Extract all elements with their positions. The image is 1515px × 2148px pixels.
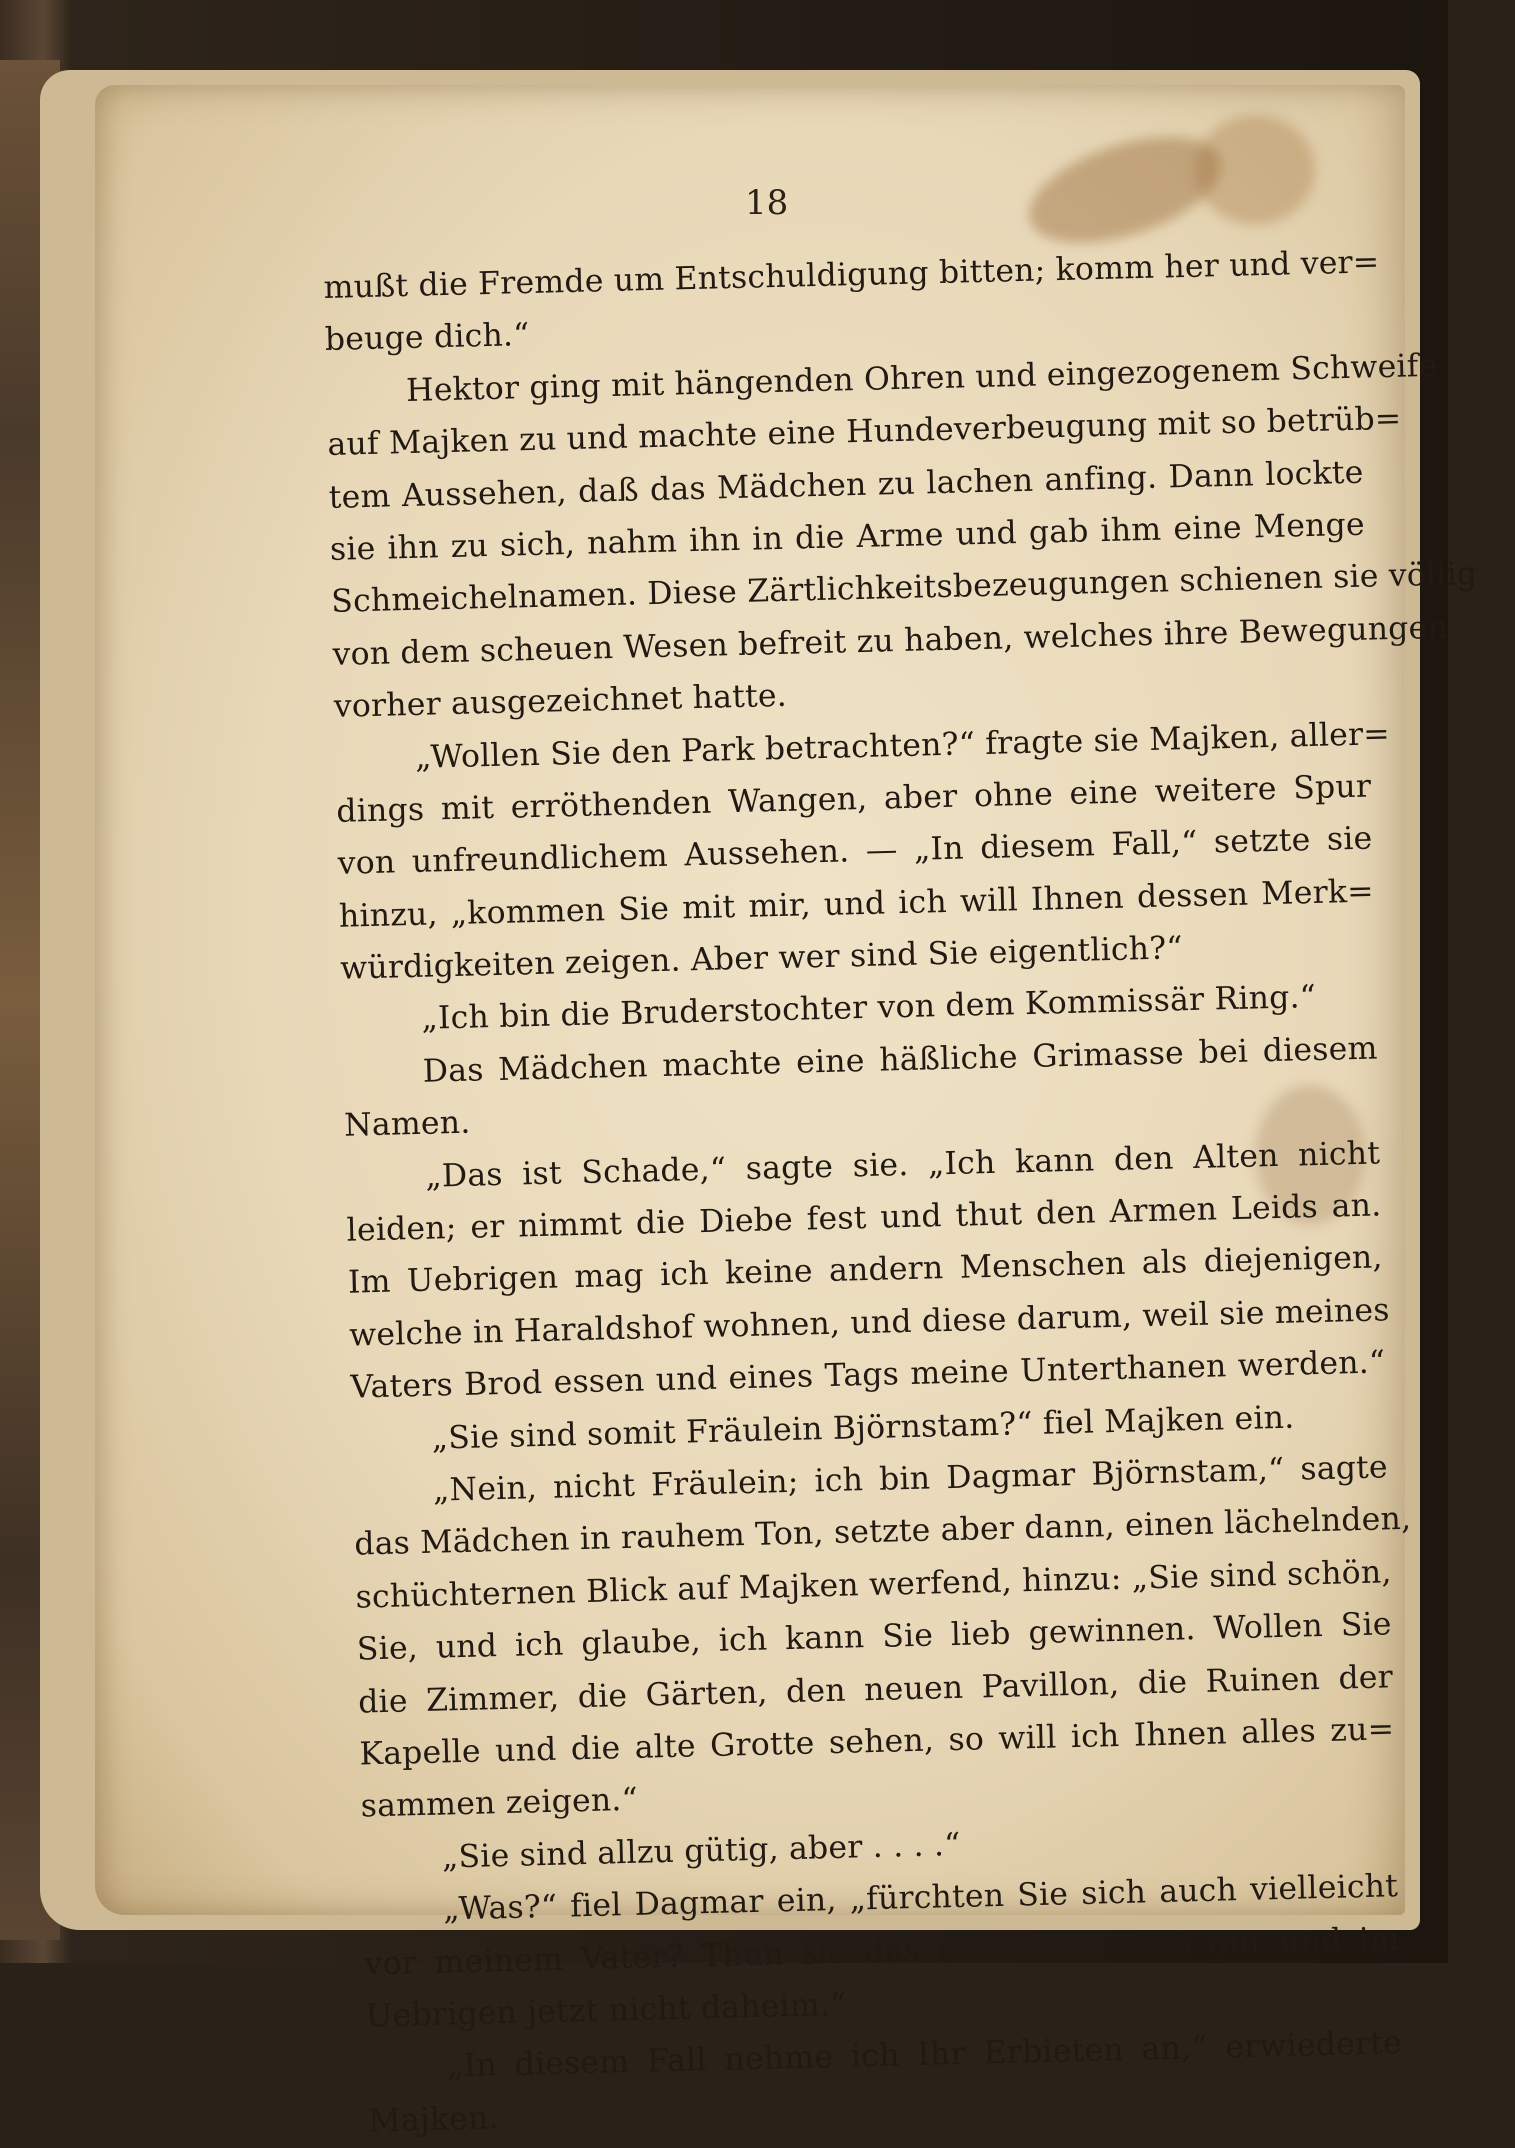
text-line: „Wollen Sie den Park betrachten?“ fragte sie Majken, aller= [414,715,1391,776]
text-line: leiden; er nimmt die Diebe fest und thut den Armen Leids an. [346,1187,1382,1249]
text-line: welche in Haraldshof wohnen, und diese darum, weil sie meines [348,1292,1391,1354]
text-line: Im Uebrigen mag ich keine andern Menschen als diejenigen, [347,1239,1384,1302]
text-line: von unfreundlichem Aussehen. — „In diesem Fall,“ setzte sie [337,820,1373,883]
text-line: sammen zeigen.“ [360,1782,639,1825]
text-line: die Zimmer, die Gärten, den neuen Pavillon, die Ruinen der [357,1658,1394,1721]
text-line: Vaters Brod essen und eines Tags meine Unterthanen werden.“ [350,1344,1386,1406]
text-line: „Das ist Schade,“ sagte sie. „Ich kann den Alten nicht [424,1135,1381,1195]
text-line: vor meinem Vater? Thun sie das nicht, er ist so gut und im [364,1920,1400,1982]
water-stain [1195,115,1315,225]
text-line: von dem scheuen Wesen befreit zu haben, welches ihre Bewegungen [332,609,1449,673]
text-line: „In diesem Fall nehme ich Ihr Erbieten an,“ erwiederte [446,2025,1403,2085]
text-line: Kapelle und die alte Grotte sehen, so will ich Ihnen alles zu= [359,1711,1395,1773]
text-line: „Sie sind allzu gütig, aber . . . .“ [441,1826,961,1876]
text-line: Sie, und ich glaube, ich kann Sie lieb gewinnen. Wollen Sie [356,1606,1393,1668]
text-line: tem Aussehen, daß das Mädchen zu lachen anfing. Dann lockte [328,454,1364,516]
text-line: sie ihn zu sich, nahm ihn in die Arme und gab ihm eine Menge [329,506,1366,568]
page-number: 18 [745,183,789,223]
text-line: vorher ausgezeichnet hatte. [333,677,788,725]
text-line: Namen. [343,1104,471,1144]
text-line: hinzu, „kommen Sie mit mir, und ich will Ihnen dessen Merk= [338,873,1375,935]
text-line: „Nein, nicht Fräulein; ich bin Dagmar Björnstam,“ sagte [432,1449,1389,1509]
text-line: Das Mädchen machte eine häßliche Grimasse bei diesem [422,1030,1378,1090]
text-line: beuge dich.“ [324,317,530,359]
text-line: schüchternen Blick auf Majken werfend, hinzu: „Sie sind schön, [355,1554,1392,1616]
text-line: Uebrigen jetzt nicht daheim.“ [365,1986,847,2035]
text-line: dings mit erröthenden Wangen, aber ohne eine weitere Spur [335,768,1372,830]
text-line: Majken. [367,2099,500,2140]
text-line: „Was?“ fiel Dagmar ein, „fürchten Sie sich auch vielleicht [442,1868,1399,1928]
text-line: das Mädchen in rauhem Ton, setzte aber dann, einen lächelnden, [353,1501,1412,1563]
text-line: mußt die Fremde um Entschuldigung bitten; komm her und ver= [323,244,1380,306]
text-line: „Ich bin die Bruderstochter von dem Kommissär Ring.“ [421,979,1317,1038]
text-line: Hektor ging mit hängenden Ohren und eingezogenem Schweife [405,347,1438,409]
text-line: auf Majken zu und machte eine Hundeverbeugung mit so betrüb= [327,400,1402,464]
text-line: „Sie sind somit Fräulein Björnstam?“ fiel Majken ein. [431,1399,1295,1457]
text-line: würdigkeiten zeigen. Aber wer sind Sie eigentlich?“ [339,930,1184,987]
body-text [323,237,1478,2148]
text-line: Schmeichelnamen. Diese Zärtlichkeitsbezeugungen schienen sie völlig [330,556,1478,621]
